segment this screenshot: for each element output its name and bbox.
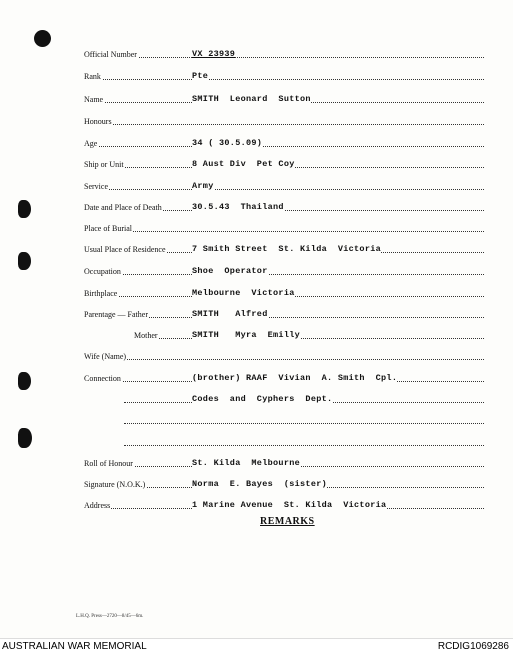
field-label: Usual Place of Residence [84,245,166,254]
field-label: Date and Place of Death [84,203,162,212]
punch-hole [18,200,31,218]
dotted-line [84,188,484,190]
dotted-line [84,145,484,147]
field-value: VX 23939 [192,49,236,59]
punch-hole [18,428,32,448]
field-label: Roll of Honour [84,459,133,468]
field-value: 34 ( 30.5.09) [192,138,263,148]
archive-name: AUSTRALIAN WAR MEMORIAL [2,641,147,652]
field-label: Birthplace [84,289,118,298]
field-connection [84,370,484,384]
archive-footer [0,638,513,654]
field-connection-line-3 [84,412,484,426]
field-place-of-burial [84,220,484,234]
field-value: St. Kilda Melbourne [192,458,301,468]
dotted-line [124,444,484,446]
dotted-line [84,230,484,232]
field-signature-nok [84,476,484,490]
field-label: Name [84,95,104,104]
field-label: Parentage — Father [84,310,148,319]
field-value: Melbourne Victoria [192,288,295,298]
field-value: SMITH Leonard Sutton [192,94,311,104]
dotted-line [84,358,484,360]
field-value: 7 Smith Street St. Kilda Victoria [192,244,382,254]
field-value: Shoe Operator [192,266,268,276]
field-value: 8 Aust Div Pet Coy [192,159,295,169]
dotted-line [84,273,484,275]
dotted-line [84,78,484,80]
field-rank [84,68,484,82]
punch-hole [18,372,31,390]
field-label: Honours [84,117,112,126]
field-father [84,306,484,320]
field-value: Norma E. Bayes (sister) [192,479,328,489]
punch-hole [18,252,31,270]
dotted-line [134,337,484,339]
field-value: 1 Marine Avenue St. Kilda Victoria [192,500,387,510]
field-value: SMITH Alfred [192,309,268,319]
field-label: Place of Burial [84,224,132,233]
dotted-line [84,56,484,58]
field-honours [84,113,484,127]
field-ship-or-unit [84,156,484,170]
field-value: Pte [192,71,209,81]
field-usual-residence [84,241,484,255]
field-value: Army [192,181,214,191]
field-date-place-death [84,199,484,213]
field-official-number [84,46,484,60]
field-value: SMITH Myra Emilly [192,330,301,340]
field-label: Service [84,182,108,191]
field-label: Official Number [84,50,137,59]
field-label: Signature (N.O.K.) [84,480,146,489]
field-age [84,135,484,149]
field-label: Ship or Unit [84,160,124,169]
field-birthplace [84,285,484,299]
field-label: Address [84,501,111,510]
field-occupation [84,263,484,277]
field-value: (brother) RAAF Vivian A. Smith Cpl. [192,373,398,383]
field-wife [84,348,484,362]
field-connection-line-2 [84,391,484,405]
field-label: Rank [84,72,101,81]
field-label: Connection [84,374,121,383]
record-id: RCDIG1069286 [437,641,509,652]
field-connection-line-4 [84,434,484,448]
punch-hole [34,30,51,47]
field-label: Wife (Name) [84,352,127,361]
field-value: 30.5.43 Thailand [192,202,284,212]
field-roll-of-honour [84,455,484,469]
dotted-line [84,123,484,125]
print-code: L.H.Q. Press—2720—8/45—6m. [76,614,144,619]
field-service [84,178,484,192]
field-value: Codes and Cyphers Dept. [192,394,333,404]
field-label: Mother [134,331,158,340]
dotted-line [124,422,484,424]
field-name [84,91,484,105]
remarks-heading: REMARKS [260,516,315,527]
field-label: Age [84,139,98,148]
field-address [84,497,484,511]
field-label: Occupation [84,267,121,276]
field-mother [84,327,484,341]
